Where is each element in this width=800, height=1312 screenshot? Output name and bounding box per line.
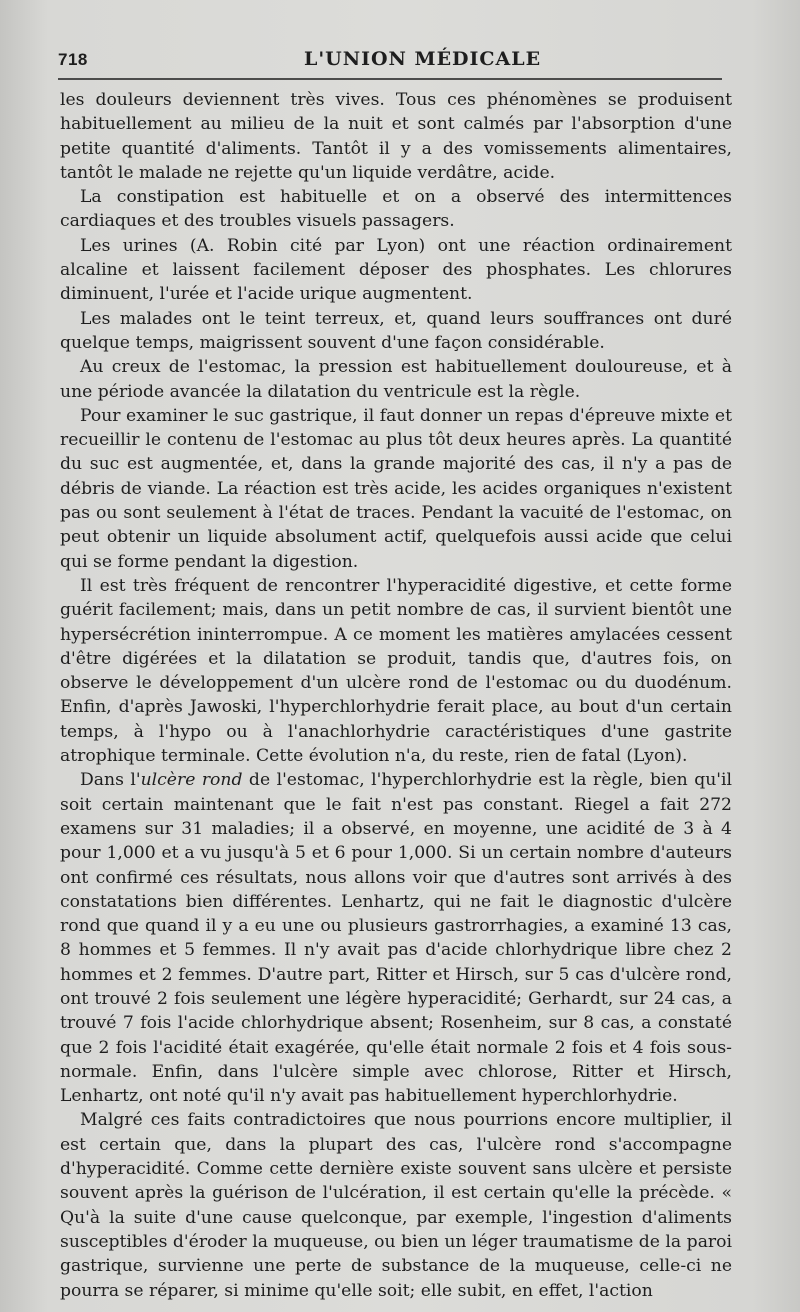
ulcer-text-after: de l'estomac, l'hyperchlorhydrie est la règle, bien qu'il soit certain maintenant que le fait n'est pas constant. Riegel a fait 272 examens sur 31 maladies; il a observé, en moyenne, une acidité de 3 à 4 pour 1,000 et a vu jusqu'à 5 et 6 pour 1,000. Si un certain nombre d'auteurs ont confirmé ces résultats, nous allons voir que d'autres sont arrivés à des constatations bien différentes. Lenhartz, qui ne fait le diagnostic d'ulcère rond que quand il y a eu une ou plusieurs gastrorrhagies, a examiné 13 cas, 8 hommes et 5 femmes. Il n'y avait pas d'acide chlorhydrique libre chez 2 hommes et 2 femmes. D'autre part, Ritter et Hirsch, sur 5 cas d'ulcère rond, ont trouvé 2 fois seulement une légère hyperacidité; Gerhardt, sur 24 cas, a trouvé 7 fois l'acide chlorhydrique absent; Rosenheim, sur 8 cas, a constaté que 2 fois l'acidité était exagérée, qu'elle était normale 2 fois et 4 fois sous-normale. Enfin, dans l'ulcère simple avec chlorose, Ritter et Hirsch, Lenhartz, ont noté qu'il n'y avait pas habituellement hyperchlorhydrie.	[60, 770, 732, 1107]
paragraph-hyperacidity: Il est très fréquent de rencontrer l'hyperacidité digestive, et cette forme guérit facilement; mais, dans un petit nombre de cas, il survient bientôt une hypersécrétion ininterrompue. A ce moment les matières amylacées cessent d'être digérées et la dilatation se produit, tandis que, d'autres fois, on observe le développement d'un ulcère rond de l'estomac ou du duodénum. Enfin, d'après Jawoski, l'hyperchlorhydrie ferait place, au bout d'un certain temps, à l'hypo ou à l'anachlorhydrie caractéristiques d'une gastrite atrophique terminale. Cette évolution n'a, du reste, rien de fatal (Lyon).	[60, 575, 732, 767]
paragraph-symptoms: les douleurs deviennent très vives. Tous ces phénomènes se produisent habituellement au milieu de la nuit et sont calmés par l'absorption d'une petite quantité d'aliments. Tantôt il y a des vomissements alimentaires, tantôt le malade ne rejette qu'un liquide verdâtre, acide.	[60, 90, 732, 183]
running-head	[58, 44, 724, 74]
paragraph-contradictory-facts: Malgré ces faits contradictoires que nous pourrions encore multiplier, il est certain que, dans la plupart des cas, l'ulcère rond s'accompagne d'hyperacidité. Comme cette dernière existe souvent sans ulcère et persiste souvent après la guérison de l'ulcération, il est certain qu'elle la précède. « Qu'à la suite d'une cause quelconque, par exemple, l'ingestion d'aliments susceptibles d'éroder la muqueuse, ou bien un léger traumatisme de la paroi gastrique, survienne une perte de substance de la muqueuse, celle-ci ne pourra se réparer, si minime qu'elle soit; elle subit, en effet, l'action	[60, 1110, 732, 1301]
ulcer-text-before: Dans l'	[80, 770, 141, 791]
paragraph-constipation: La constipation est habituelle et on a observé des intermittences cardiaques et des troubles visuels passagers.	[60, 187, 732, 232]
paragraph-stomach-pressure: Au creux de l'estomac, la pression est habituellement douloureuse, et à une période avancée la dilatation du ventricule est la règle.	[60, 357, 732, 402]
header-rule	[58, 78, 722, 80]
paragraph-round-ulcer	[60, 768, 732, 1108]
paragraph-complexion: Les malades ont le teint terreux, et, quand leurs souffrances ont duré quelque temps, maigrissent souvent d'une façon considérable.	[60, 308, 732, 353]
article-body	[60, 88, 732, 1303]
paragraph-gastric-juice: Pour examiner le suc gastrique, il faut donner un repas d'épreuve mixte et recueillir le contenu de l'estomac au plus tôt deux heures après. La quantité du suc est augmentée, et, dans la grande majorité des cas, il n'y a pas de débris de viande. La réaction est très acide, les acides organiques n'existent pas ou sont seulement à l'état de traces. Pendant la vacuité de l'estomac, on peut obtenir un liquide absolument actif, quelquefois aussi acide que celui qui se forme pendant la digestion.	[60, 405, 732, 572]
paragraph-urines: Les urines (A. Robin cité par Lyon) ont une réaction ordinairement alcaline et laissent facilement déposer des phosphates. Les chlorures diminuent, l'urée et l'acide urique augmentent.	[60, 235, 732, 305]
page-number: 718	[58, 50, 88, 69]
journal-title: L'UNION MÉDICALE	[304, 48, 542, 70]
ulcer-italic-term: ulcère rond	[140, 770, 243, 791]
